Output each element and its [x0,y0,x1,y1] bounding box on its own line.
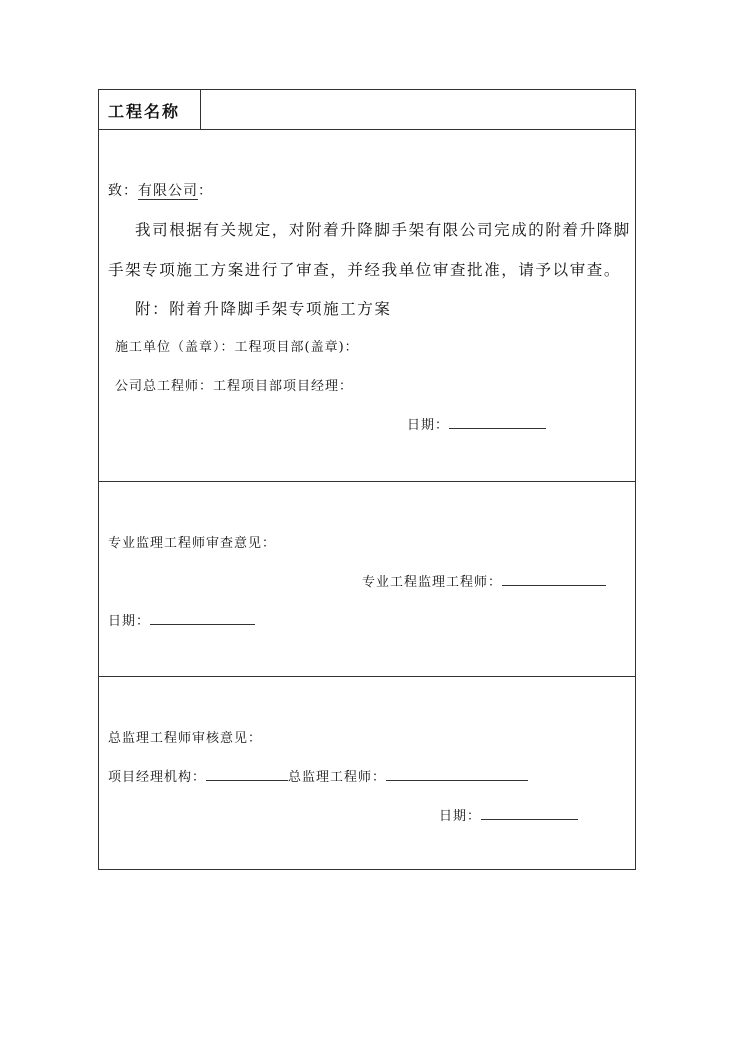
body-paragraph-line-1: 我司根据有关规定，对附着升降脚手架有限公司完成的附着升降脚 [135,221,631,239]
section1-date-label: 日期： [407,418,450,433]
supervisor-signature [362,571,606,590]
chief-field[interactable] [386,768,528,781]
engineers-line: 公司总工程师：工程项目部项目经理： [115,379,354,394]
section3-date-label: 日期： [439,809,482,824]
project-name-label-cell [99,90,201,129]
chief-review-section [99,676,635,871]
section3-date-field[interactable] [481,807,578,820]
chief-signature-line [108,766,528,785]
to-suffix: ： [198,183,213,199]
submission-section [99,129,635,481]
section2-date-label: 日期： [108,614,151,629]
section1-date-field[interactable] [449,416,546,429]
to-company: 有限公司 [138,183,198,199]
unit-seal-line: 施工单位（盖章）：工程项目部(盖章)： [115,340,359,355]
section1-date [407,414,546,433]
chief-opinion-label: 总监理工程师审核意见： [108,731,263,746]
approval-form [98,89,636,870]
chief-label: 总监理工程师： [288,770,387,785]
supervisor-review-section [99,481,635,676]
org-field[interactable] [206,768,288,781]
attachment-line: 附：附着升降脚手架专项施工方案 [135,300,392,318]
supervisor-engineer-field[interactable] [502,573,606,586]
section3-date [439,805,578,824]
to-prefix: 致： [108,183,138,199]
section2-date-field[interactable] [150,612,255,625]
supervisor-engineer-label: 专业工程监理工程师： [362,575,503,590]
project-name-label: 工程名称 [108,102,181,121]
body-paragraph-line-2: 手架专项施工方案进行了审查，并经我单位审查批准，请予以审查。 [108,261,622,279]
project-name-row [99,90,635,129]
section2-date [108,610,255,629]
supervisor-opinion-label: 专业监理工程师审查意见： [108,536,277,551]
project-name-value[interactable] [201,90,635,129]
addressee-line [108,180,213,200]
org-label: 项目经理机构： [108,770,207,785]
